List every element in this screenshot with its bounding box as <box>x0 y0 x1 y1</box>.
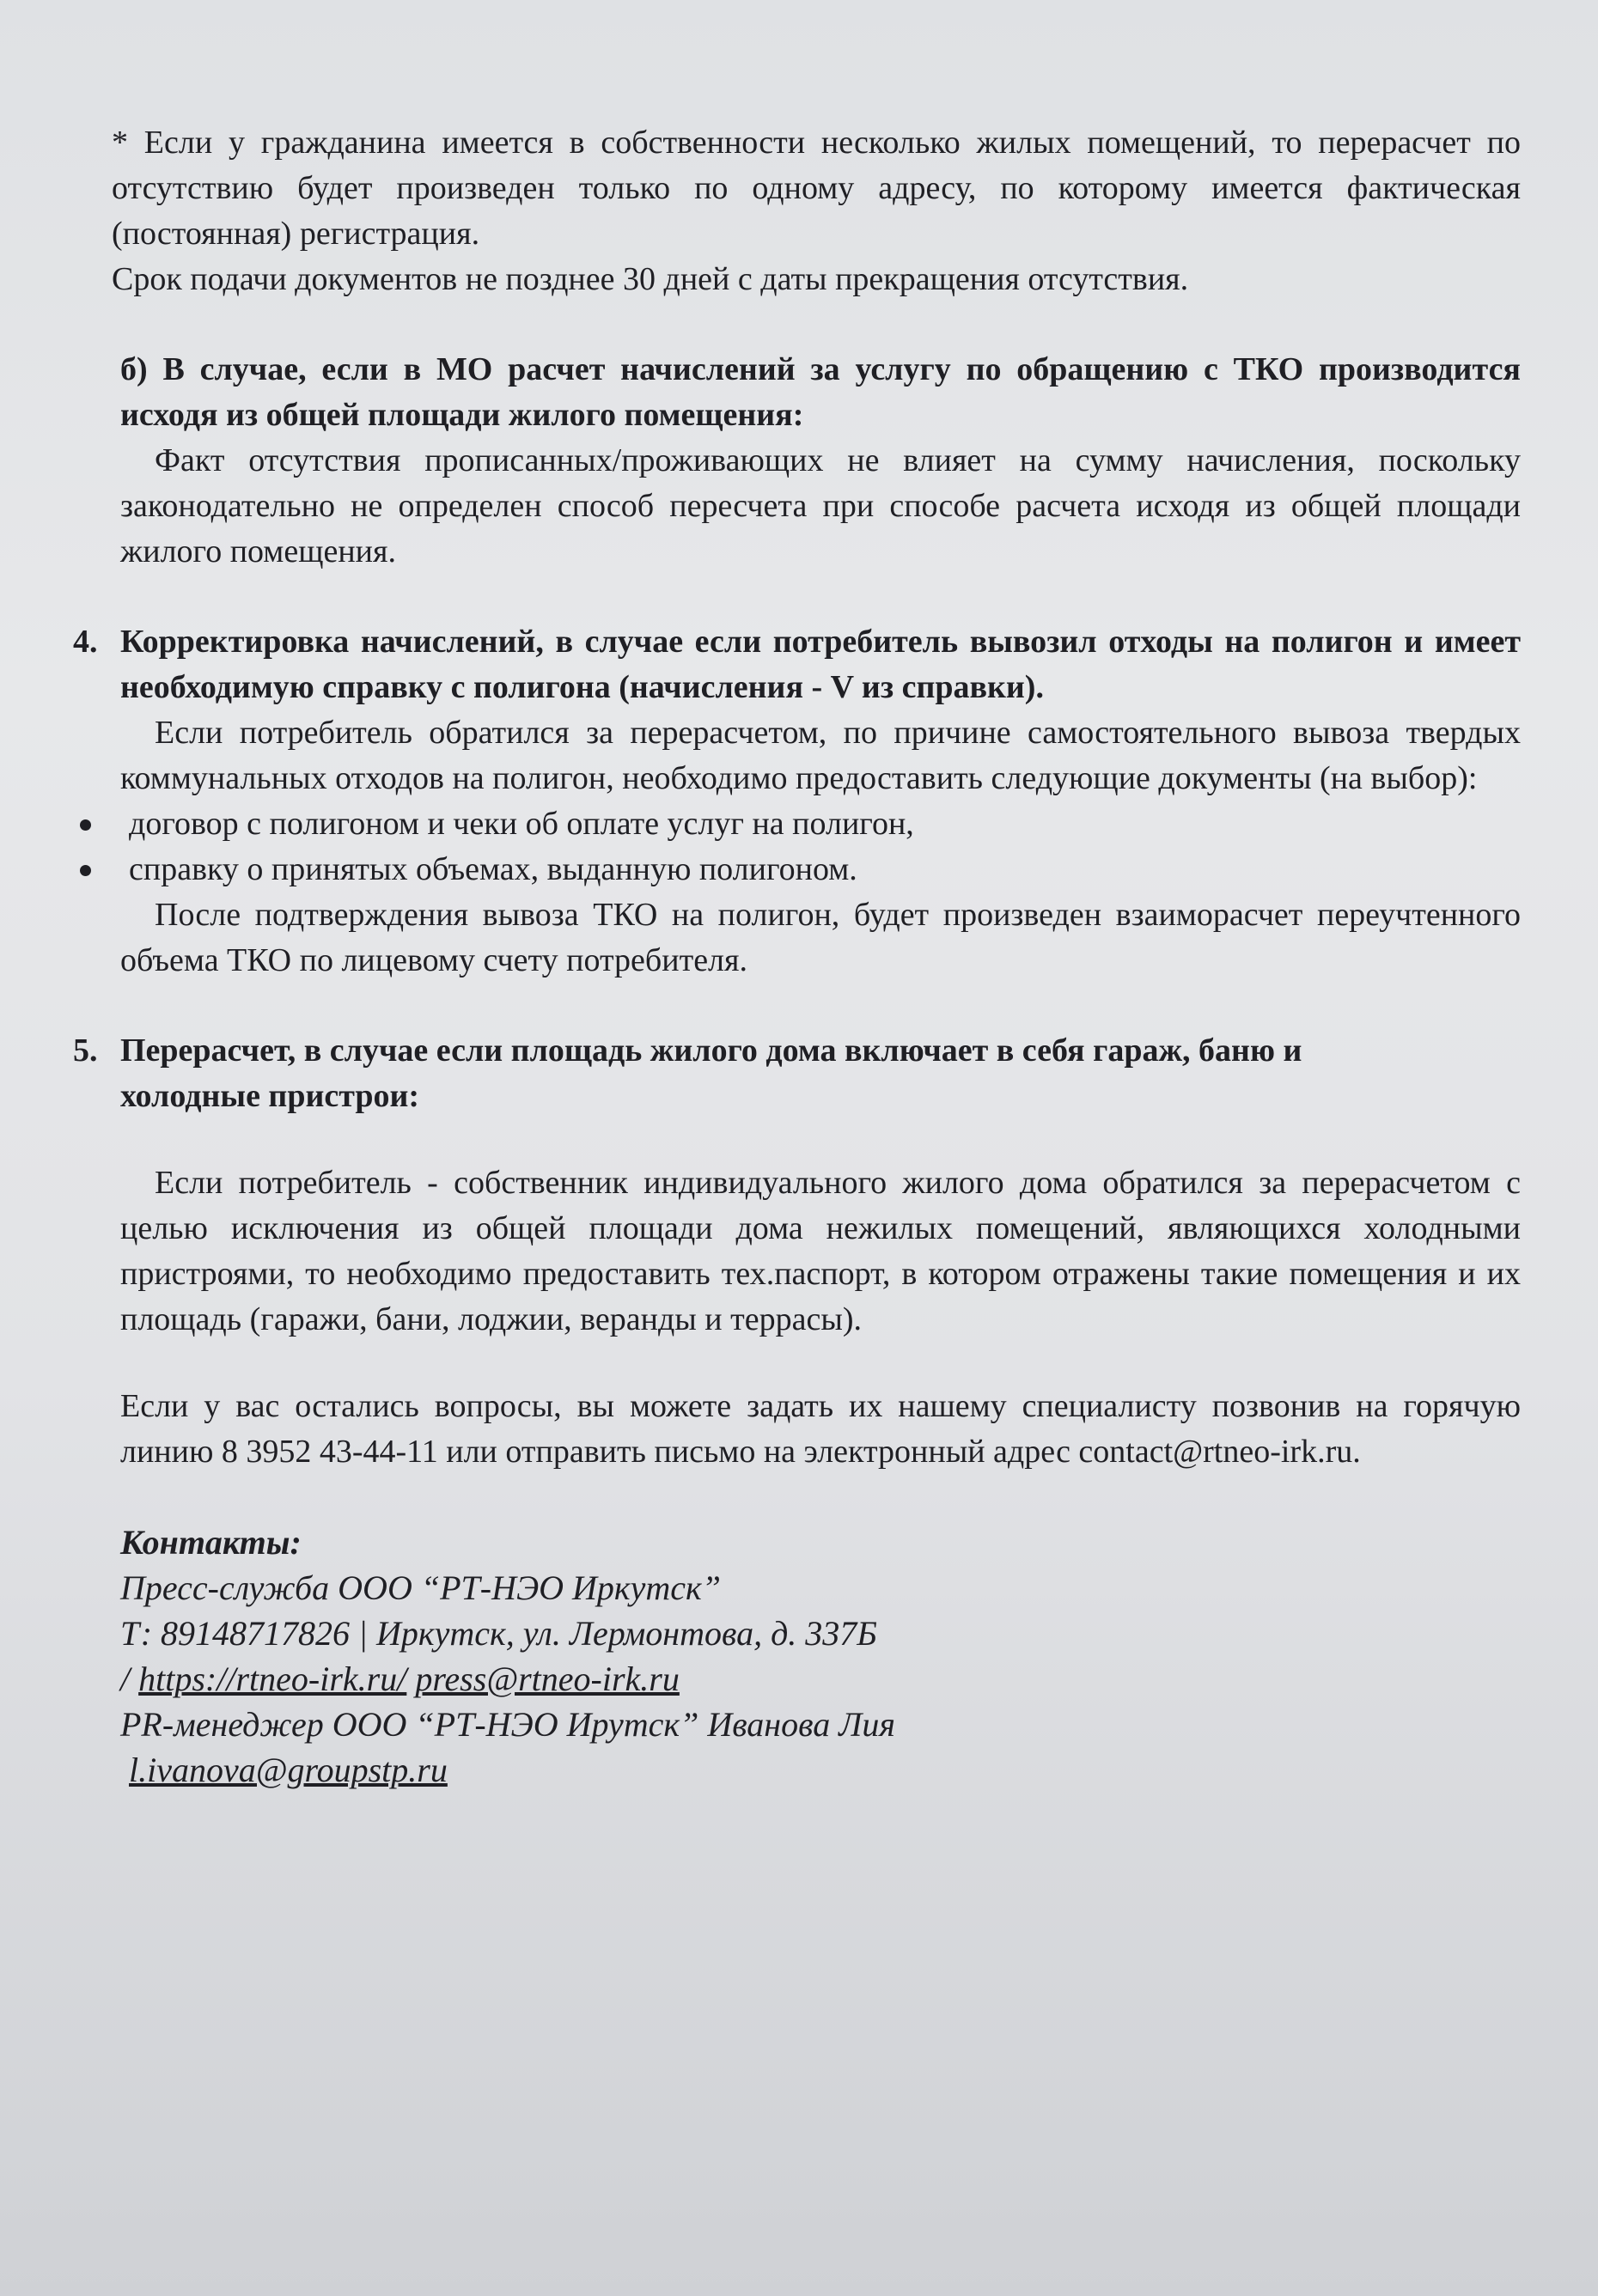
pr-manager: PR-менеджер ООО “РТ-НЭО Ирутск” Иванова Лия <box>120 1705 895 1744</box>
section-5-number: 5. <box>73 1032 98 1069</box>
section-b-heading: б) В случае, если в МО расчет начислений за услугу по обращению с ТКО производится исходя из общей площади жилого помещения: <box>120 351 1521 433</box>
section-4-after: После подтверждения вывоза ТКО на полигон, будет произведен взаиморасчет переучтенного объема ТКО по лицевому счету потребителя. <box>120 897 1521 978</box>
section-5-body: Если потребитель - собственник индивидуального жилого дома обратился за перерасчетом с целью исключения из общей площади дома нежилых помещений, являющихся холодными пристроями, то необходимо предоставить тех.паспорт, в котором отражены такие помещения и их площадь (гаражи, бани, лоджии, веранды и террасы). <box>120 1165 1521 1337</box>
contacts-title: Контакты: <box>120 1523 302 1562</box>
contacts-block <box>120 1520 1521 1793</box>
links-prefix: / <box>120 1660 139 1698</box>
section-4-heading: Корректировка начислений, в случае если потребитель вывозил отходы на полигон и имеет необходимую справку с полигона (начисления - V из справки). <box>120 624 1521 705</box>
section-5-heading: Перерасчет, в случае если площадь жилого дома включает в себя гараж, баню и холодные пристрои: <box>120 1032 1302 1114</box>
links-line <box>120 1656 1521 1702</box>
section-4-intro: Если потребитель обратился за перерасчетом, по причине самостоятельного вывоза твердых коммунальных отходов на полигон, необходимо предоставить следующие документы (на выбор): <box>120 715 1521 796</box>
list-item <box>129 801 1521 847</box>
pr-email-line <box>129 1747 1521 1793</box>
section-4 <box>73 619 1521 984</box>
section-5 <box>73 1028 1521 1343</box>
list-item-text: договор с полигоном и чеки об оплате услуг на полигон, <box>129 806 914 842</box>
section-b-body: Факт отсутствия прописанных/проживающих не влияет на сумму начисления, поскольку законодательно не определен способ пересчета при способе расчета исходя из общей площади жилого помещения. <box>120 442 1521 569</box>
bullet-icon <box>80 819 91 831</box>
phone-address: Т: 89148717826 | Иркутск, ул. Лермонтова, д. 337Б <box>120 1614 877 1653</box>
list-item <box>129 847 1521 892</box>
footnote-text: * Если у гражданина имеется в собственности несколько жилых помещений, то перерасчет по отсутствию будет произведен только по одному адресу, по которому имеется фактическая (постоянная) регистрация. <box>112 125 1521 252</box>
bullet-icon <box>80 865 91 876</box>
list-item-text: справку о принятых объемах, выданную полигоном. <box>129 851 857 887</box>
section-4-bullet-list <box>120 801 1521 892</box>
pr-email-link[interactable]: l.ivanova@groupstp.ru <box>129 1751 448 1789</box>
section-4-number: 4. <box>73 624 98 660</box>
press-email-link[interactable]: press@rtneo-irk.ru <box>415 1660 680 1698</box>
deadline-text: Срок подачи документов не позднее 30 дней с даты прекращения отсутствия. <box>112 261 1189 297</box>
site-link[interactable]: https://rtneo-irk.ru/ <box>138 1660 407 1698</box>
closing-paragraph: Если у вас остались вопросы, вы можете задать их нашему специалисту позвонив на горячую линию 8 3952 43-44-11 или отправить письмо на электронный адрес contact@rtneo-irk.ru. <box>120 1388 1521 1470</box>
press-service: Пресс-служба ООО “РТ-НЭО Иркутск” <box>120 1568 721 1607</box>
